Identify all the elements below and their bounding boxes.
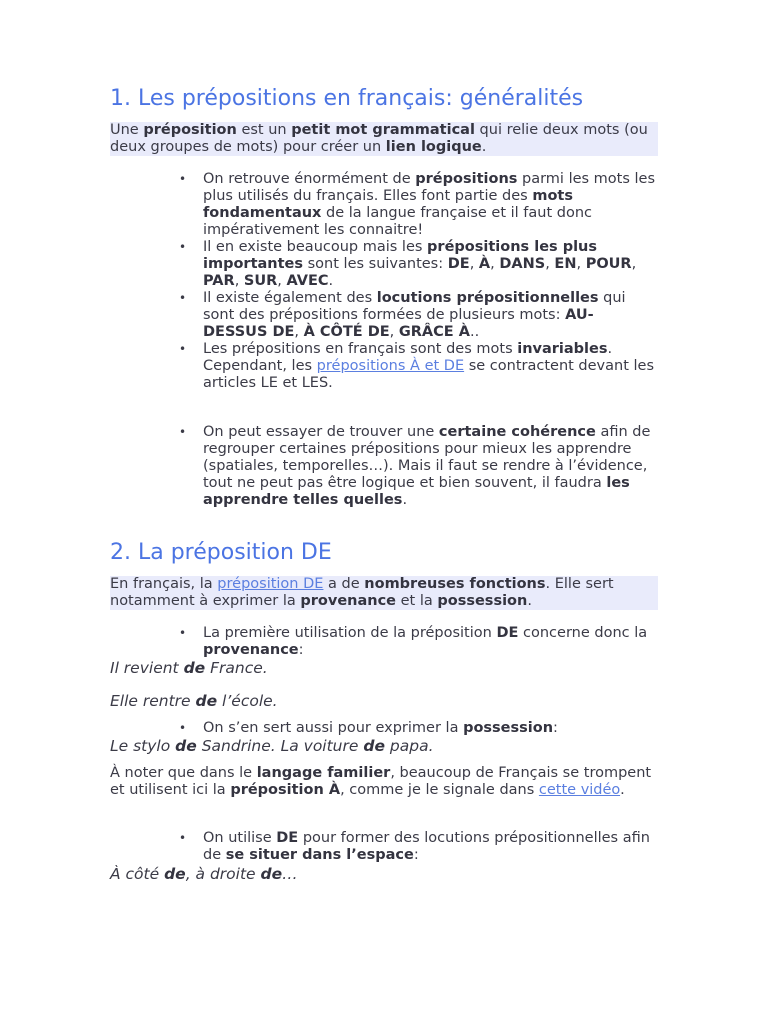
text-run: , — [469, 256, 479, 272]
text-run: À noter que dans le — [110, 765, 257, 781]
emphasis-text: PAR — [203, 273, 235, 289]
section-2-intro — [110, 576, 658, 610]
emphasis-text: certaine cohérence — [438, 424, 596, 440]
emphasis-text: locutions prépositionnelles — [376, 290, 599, 306]
text-run: France. — [205, 659, 268, 677]
example-space — [110, 865, 298, 883]
possession-bullet — [203, 720, 658, 737]
text-run: papa. — [384, 737, 434, 755]
text-run: afin de regrouper certaines prépositions pour mieux les apprendre (spatiales, temporelles…). Mais il faut se rendre à l’évidence, tout ne peut pas être logique et bien souvent, il faudra — [203, 424, 651, 491]
text-run: de la langue française et il faut donc impérativement les connaitre! — [203, 205, 593, 238]
text-run: se contractent devant les articles LE et LES. — [203, 358, 655, 391]
space-bullet — [203, 830, 658, 864]
inline-link[interactable]: prépositions À et DE — [316, 358, 465, 374]
text-run: Sandrine. La voiture — [196, 737, 364, 755]
text-run: On utilise — [203, 830, 277, 846]
text-run: , à droite — [185, 865, 261, 883]
emphasis-text: langage familier — [256, 765, 391, 781]
emphasis-text: petit mot grammatical — [291, 122, 475, 138]
text-run: , — [576, 256, 586, 272]
text-run: : — [413, 847, 419, 863]
text-run: Il revient — [110, 659, 184, 677]
text-run: Il en existe beaucoup mais les — [203, 239, 428, 255]
text-run: qui relie deux mots (ou deux groupes de mots) pour créer un — [110, 122, 648, 155]
list-item — [203, 341, 658, 392]
list-item — [203, 830, 658, 864]
text-run: . — [620, 782, 625, 798]
text-run: , — [294, 324, 304, 340]
text-run: . Cependant, les — [203, 341, 613, 374]
example-possession — [110, 737, 434, 755]
text-run: parmi les mots les plus utilisés du français. Elles font partie des — [203, 171, 656, 204]
text-run: , — [234, 273, 244, 289]
emphasis-text: lien logique — [385, 139, 482, 155]
emphasis-text: possession — [437, 593, 528, 609]
emphasis-text: préposition À — [230, 782, 341, 798]
text-run: est un — [236, 122, 292, 138]
text-run: Le stylo — [110, 737, 176, 755]
list-item — [203, 424, 658, 509]
emphasis-text: EN — [554, 256, 577, 272]
emphasis-text: invariables — [517, 341, 608, 357]
list-item — [203, 239, 658, 290]
section-1-title: 1. Les prépositions en français: généralités — [110, 86, 584, 111]
provenance-bullet — [203, 625, 658, 659]
emphasis-text: de — [363, 737, 385, 755]
list-item — [203, 720, 658, 737]
text-run: Les prépositions en français sont des mots — [203, 341, 518, 357]
emphasis-text: DE — [496, 625, 519, 641]
section-1-bullet-list-2 — [203, 424, 658, 509]
emphasis-text: DE — [447, 256, 470, 272]
text-run: : — [553, 720, 558, 736]
text-run: , — [631, 256, 637, 272]
emphasis-text: se situer dans l’espace — [225, 847, 414, 863]
emphasis-text: de — [195, 692, 218, 710]
emphasis-text: AVEC — [286, 273, 329, 289]
text-run: … — [282, 865, 298, 883]
emphasis-text: POUR — [585, 256, 632, 272]
inline-link[interactable]: cette vidéo — [538, 782, 621, 798]
emphasis-text: AU-DESSUS DE — [203, 307, 594, 340]
text-run: Elle rentre — [110, 692, 196, 710]
section-1-bullet-list — [203, 171, 658, 392]
emphasis-text: SUR — [243, 273, 278, 289]
emphasis-text: préposition — [143, 122, 237, 138]
list-item — [203, 171, 658, 239]
text-run: À côté — [110, 865, 165, 883]
emphasis-text: de — [164, 865, 186, 883]
text-run: En français, la — [110, 576, 218, 592]
text-run: On retrouve énormément de — [203, 171, 416, 187]
example-provenance-2 — [110, 692, 278, 710]
text-run: , beaucoup de Français se trompent et utilisent ici la — [110, 765, 652, 798]
text-run: On s’en sert aussi pour exprimer la — [203, 720, 464, 736]
emphasis-text: À CÔTÉ DE — [303, 324, 390, 340]
text-run: . — [481, 139, 487, 155]
section-2-title: 2. La préposition DE — [110, 540, 332, 565]
emphasis-text: GRÂCE À — [398, 324, 470, 340]
emphasis-text: DANS — [499, 256, 546, 272]
emphasis-text: de — [260, 865, 283, 883]
emphasis-text: provenance — [203, 642, 299, 658]
emphasis-text: prépositions les plus importantes — [203, 239, 598, 272]
text-run: sont les suivantes: — [303, 256, 448, 272]
text-run: On peut essayer de trouver une — [203, 424, 439, 440]
text-run: Il existe également des — [203, 290, 377, 306]
text-run: , — [277, 273, 287, 289]
emphasis-text: DE — [276, 830, 299, 846]
text-run: pour former des locutions prépositionnelles afin de — [203, 830, 650, 863]
emphasis-text: prépositions — [415, 171, 518, 187]
text-run: l’école. — [217, 692, 278, 710]
text-run: , — [389, 324, 399, 340]
emphasis-text: mots fondamentaux — [203, 188, 573, 221]
text-run: . — [402, 492, 408, 508]
emphasis-text: les apprendre telles quelles — [203, 475, 630, 508]
text-run: .. — [469, 324, 480, 340]
text-run: concerne donc la — [518, 625, 648, 641]
text-run: La première utilisation de la préposition — [203, 625, 497, 641]
text-run: Une — [110, 122, 144, 138]
text-run: , — [545, 256, 555, 272]
emphasis-text: À — [478, 256, 491, 272]
familiar-language-note — [110, 765, 658, 799]
text-run: qui sont des prépositions formées de plusieurs mots: — [203, 290, 626, 323]
emphasis-text: provenance — [300, 593, 397, 609]
text-run: et la — [396, 593, 438, 609]
text-run: . Elle sert notamment à exprimer la — [110, 576, 614, 609]
inline-link[interactable]: préposition DE — [217, 576, 324, 592]
list-item — [203, 625, 658, 659]
emphasis-text: nombreuses fonctions — [364, 576, 546, 592]
text-run: a de — [323, 576, 365, 592]
emphasis-text: de — [183, 659, 206, 677]
text-run: , comme je le signale dans — [340, 782, 539, 798]
text-run: . — [328, 273, 334, 289]
emphasis-text: de — [175, 737, 197, 755]
emphasis-text: possession — [463, 720, 554, 736]
example-provenance-1 — [110, 659, 268, 677]
text-run: . — [527, 593, 532, 609]
section-1-intro — [110, 122, 658, 156]
text-run: , — [490, 256, 500, 272]
text-run: : — [298, 642, 304, 658]
list-item — [203, 290, 658, 341]
